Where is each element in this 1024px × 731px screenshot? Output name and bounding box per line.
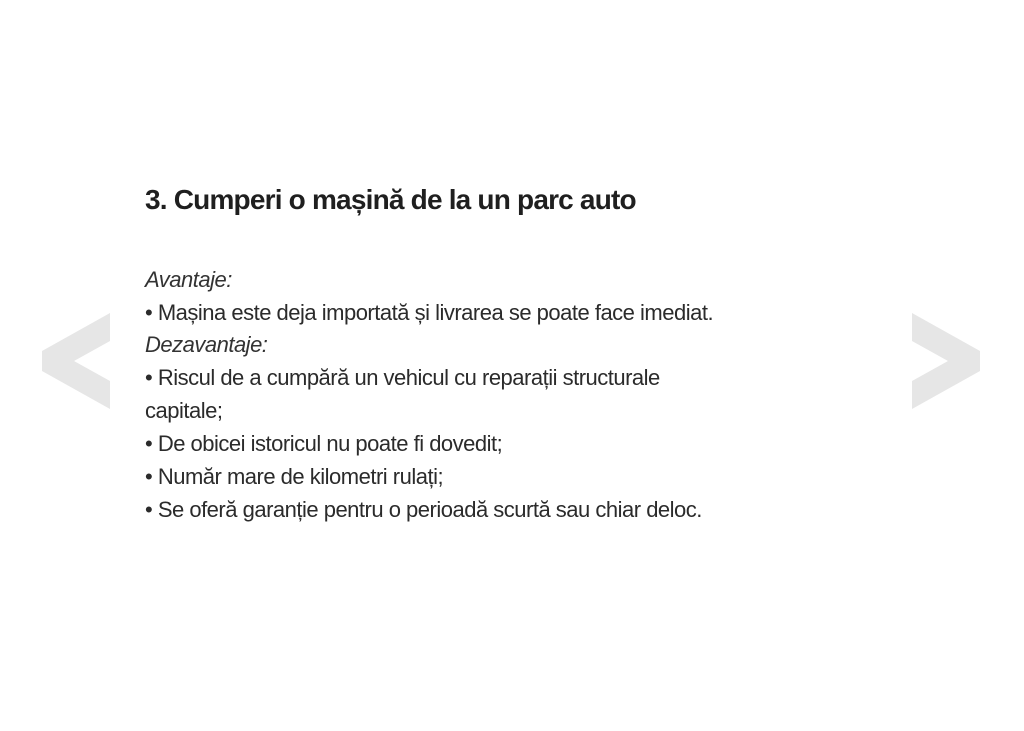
disadvantage-item: • Se oferă garanție pentru o perioadă scurtă sau chiar deloc.: [145, 497, 702, 522]
chevron-right-icon: [910, 309, 982, 413]
disadvantage-item: • De obicei istoricul nu poate fi dovedit;: [145, 431, 503, 456]
advantages-label: Avantaje:: [145, 267, 232, 292]
chevron-left-icon: [40, 309, 112, 413]
slide-content: [145, 178, 845, 526]
disadvantage-item: • Număr mare de kilometri rulați;: [145, 464, 444, 489]
advantage-item: • Mașina este deja importată și livrarea se poate face imediat.: [145, 300, 714, 325]
disadvantage-item: • Riscul de a cumpără un vehicul cu reparații structurale capitale;: [145, 365, 660, 423]
slide-title: 3. Cumperi o mașină de la un parc auto: [145, 184, 636, 215]
previous-slide-button[interactable]: [40, 309, 112, 413]
next-slide-button[interactable]: [910, 309, 982, 413]
disadvantages-label: Dezavantaje:: [145, 332, 268, 357]
